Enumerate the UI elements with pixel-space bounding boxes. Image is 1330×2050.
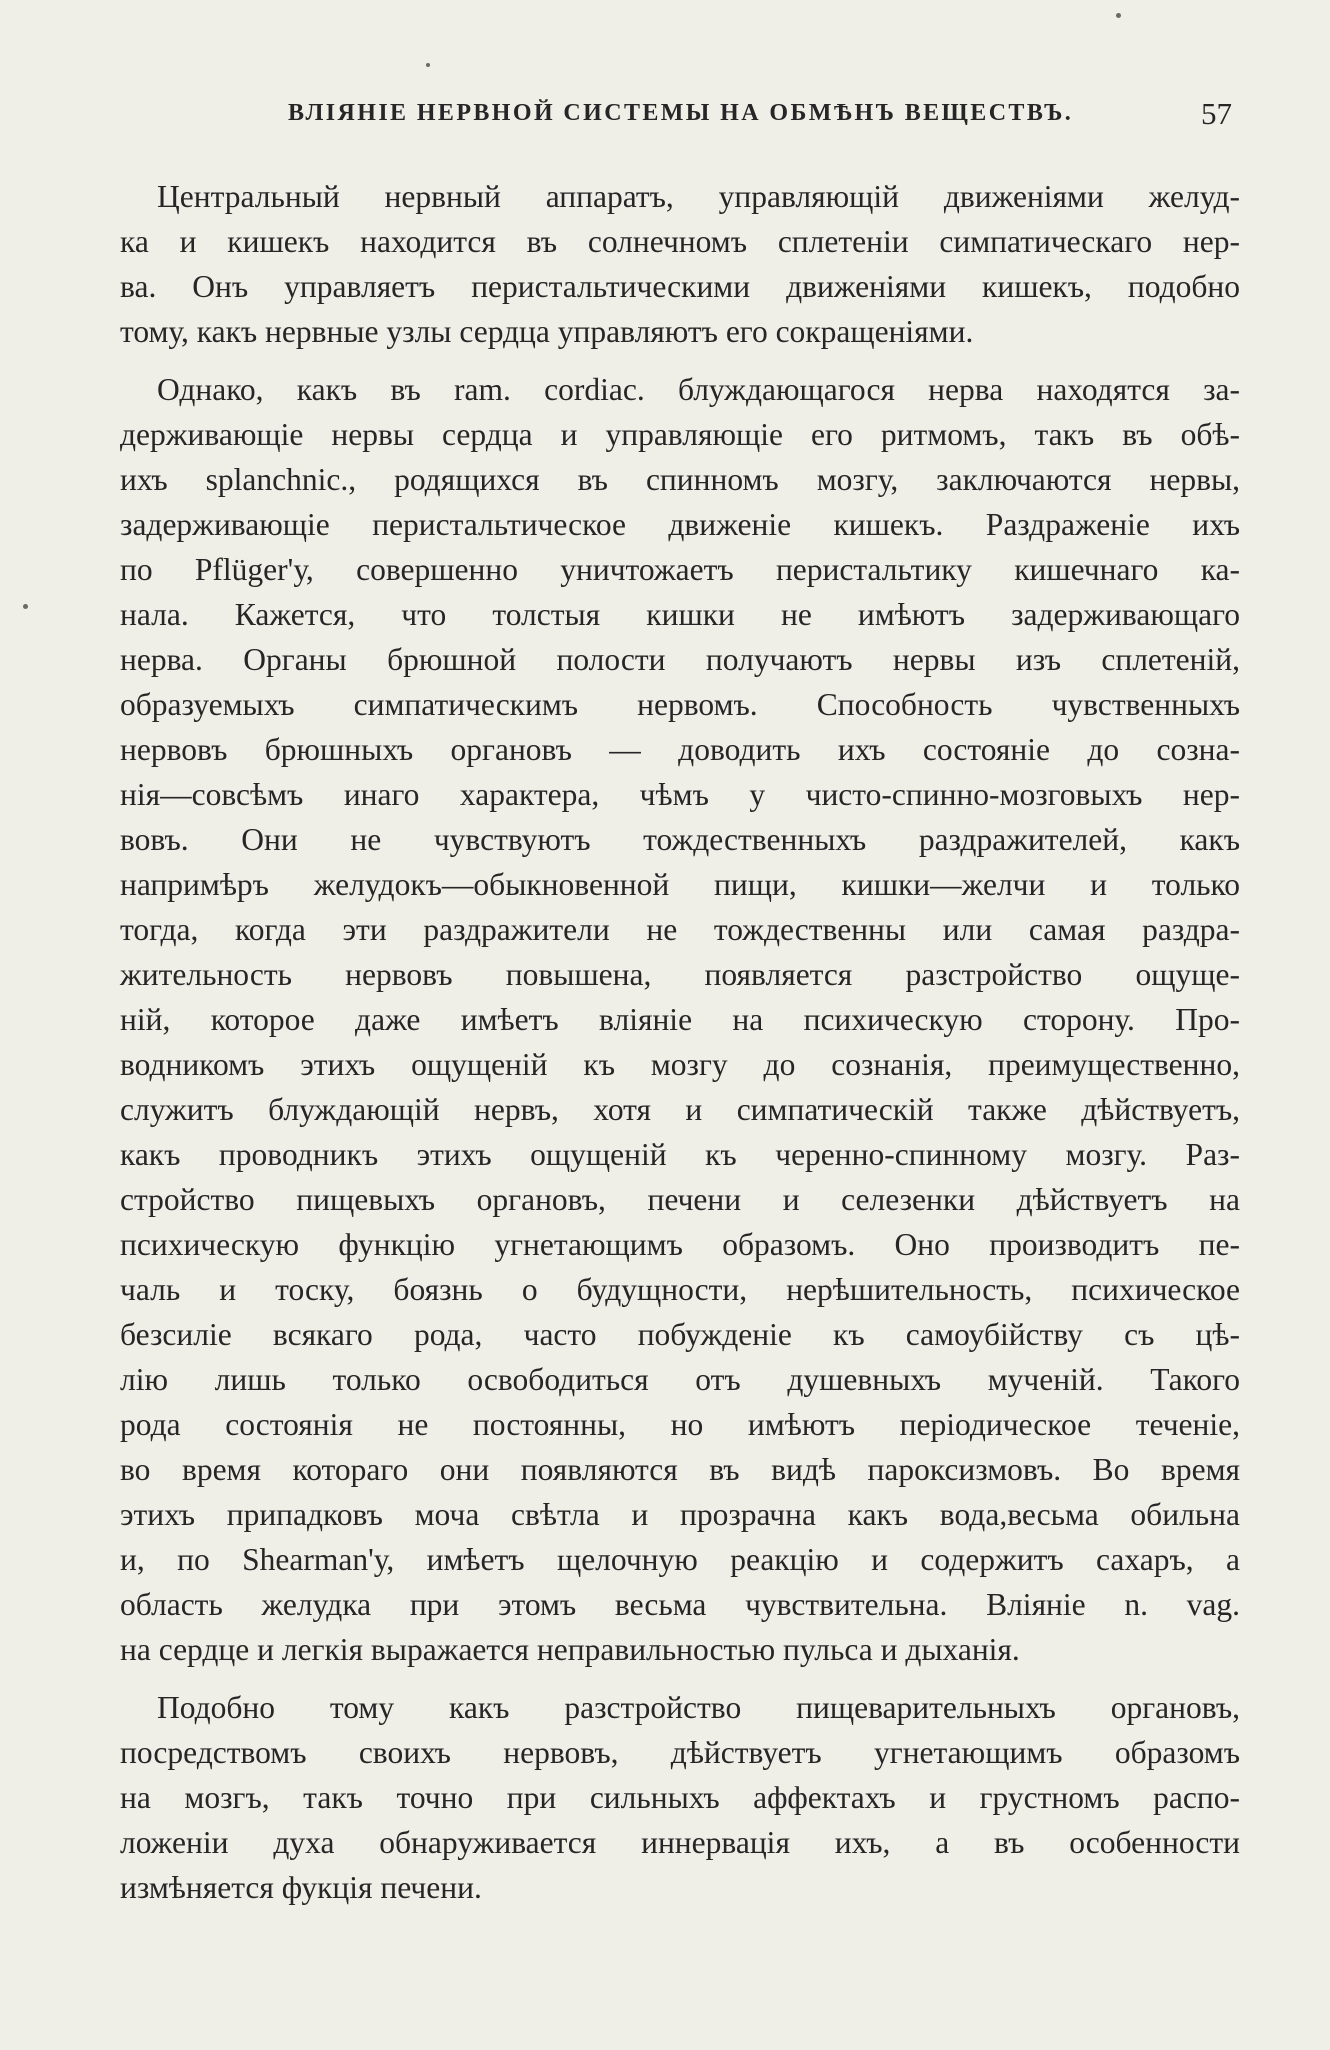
text-line: посредствомъ своихъ нервовъ, дѣйствуетъ угнетающимъ образомъ — [120, 1735, 1240, 1770]
paragraph — [120, 1685, 1240, 1910]
text-line: стройство пищевыхъ органовъ, печени и селезенки дѣйствуетъ на — [120, 1182, 1240, 1217]
running-title: ВЛІЯНІЕ НЕРВНОЙ СИСТЕМЫ НА ОБМѢНЪ ВЕЩЕСТВЪ. — [288, 100, 1074, 126]
text-line: какъ проводникъ этихъ ощущеній къ черенно-спинному мозгу. Раз- — [120, 1137, 1240, 1172]
text-line: жительность нервовъ повышена, появляется разстройство ощуще- — [120, 957, 1240, 992]
ink-speck — [23, 604, 28, 609]
text-line: напримѣръ желудокъ—обыкновенной пищи, кишки—желчи и только — [120, 867, 1240, 902]
text-line: на сердце и легкія выражается неправильностью пульса и дыханія. — [120, 1632, 1020, 1667]
text-line: безсиліе всякаго рода, часто побужденіе къ самоубійству съ цѣ- — [120, 1317, 1240, 1352]
text-line: задерживающіе перистальтическое движеніе кишекъ. Раздраженіе ихъ — [120, 507, 1240, 542]
text-line: образуемыхъ симпатическимъ нервомъ. Способность чувственныхъ — [120, 687, 1240, 722]
text-line: психическую функцію угнетающимъ образомъ. Оно производитъ пе- — [120, 1227, 1240, 1262]
text-line: вовъ. Они не чувствуютъ тождественныхъ раздражителей, какъ — [120, 822, 1240, 857]
text-line: ка и кишекъ находится въ солнечномъ сплетеніи симпатическаго нер- — [120, 224, 1240, 259]
text-line: и, по Shearman'у, имѣетъ щелочную реакцію и содержитъ сахаръ, а — [120, 1542, 1240, 1577]
text-line: этихъ припадковъ моча свѣтла и прозрачна какъ вода,весьма обильна — [120, 1497, 1240, 1532]
paragraph-gap — [120, 1672, 1240, 1685]
text-line: служитъ блуждающій нервъ, хотя и симпатическій также дѣйствуетъ, — [120, 1092, 1240, 1127]
running-head — [120, 96, 1240, 136]
text-line: нала. Кажется, что толстыя кишки не имѣютъ задерживающаго — [120, 597, 1240, 632]
paragraph — [120, 367, 1240, 1672]
text-line: Центральный нервный аппаратъ, управляющій движеніями желуд- — [157, 179, 1240, 214]
text-line: нервовъ брюшныхъ органовъ — доводить ихъ состояніе до созна- — [120, 732, 1240, 767]
paragraph-gap — [120, 354, 1240, 367]
text-line: Подобно тому какъ разстройство пищеварительныхъ органовъ, — [157, 1690, 1240, 1725]
text-line: по Pflüger'у, совершенно уничтожаетъ перистальтику кишечнаго ка- — [120, 552, 1240, 587]
text-line: водникомъ этихъ ощущеній къ мозгу до сознанія, преимущественно, — [120, 1047, 1240, 1082]
text-line: держивающіе нервы сердца и управляющіе его ритмомъ, такъ въ обѣ- — [120, 417, 1240, 452]
page-number: 57 — [1201, 96, 1232, 131]
paragraph — [120, 174, 1240, 354]
text-line: ложеніи духа обнаруживается иннервація ихъ, а въ особенности — [120, 1825, 1240, 1860]
text-line: ихъ splanchnic., родящихся въ спинномъ мозгу, заключаются нервы, — [120, 462, 1240, 497]
text-line: на мозгъ, такъ точно при сильныхъ аффектахъ и грустномъ распо- — [120, 1780, 1240, 1815]
text-line: тому, какъ нервные узлы сердца управляютъ его сокращеніями. — [120, 314, 974, 349]
ink-speck — [426, 63, 430, 67]
text-line: лію лишь только освободиться отъ душевныхъ мученій. Такого — [120, 1362, 1240, 1397]
text-line: измѣняется фукція печени. — [120, 1870, 482, 1905]
text-line: во время котораго они появляются въ видѣ пароксизмовъ. Во время — [120, 1452, 1240, 1487]
text-line: ній, которое даже имѣетъ вліяніе на психическую сторону. Про- — [120, 1002, 1240, 1037]
text-line: рода состоянія не постоянны, но имѣютъ періодическое теченіе, — [120, 1407, 1240, 1442]
ink-speck — [1116, 13, 1121, 18]
body-text — [120, 174, 1240, 1910]
text-line: нія—совсѣмъ инаго характера, чѣмъ у чисто-спинно-мозговыхъ нер- — [120, 777, 1240, 812]
text-line: тогда, когда эти раздражители не тождественны или самая раздра- — [120, 912, 1240, 947]
text-line: Однако, какъ въ ram. cordiac. блуждающагося нерва находятся за- — [157, 372, 1240, 407]
text-line: ва. Онъ управляетъ перистальтическими движеніями кишекъ, подобно — [120, 269, 1240, 304]
text-line: нерва. Органы брюшной полости получаютъ нервы изъ сплетеній, — [120, 642, 1240, 677]
text-line: чаль и тоску, боязнь о будущности, нерѣшительность, психическое — [120, 1272, 1240, 1307]
text-line: область желудка при этомъ весьма чувствительна. Вліяніе n. vag. — [120, 1587, 1240, 1622]
